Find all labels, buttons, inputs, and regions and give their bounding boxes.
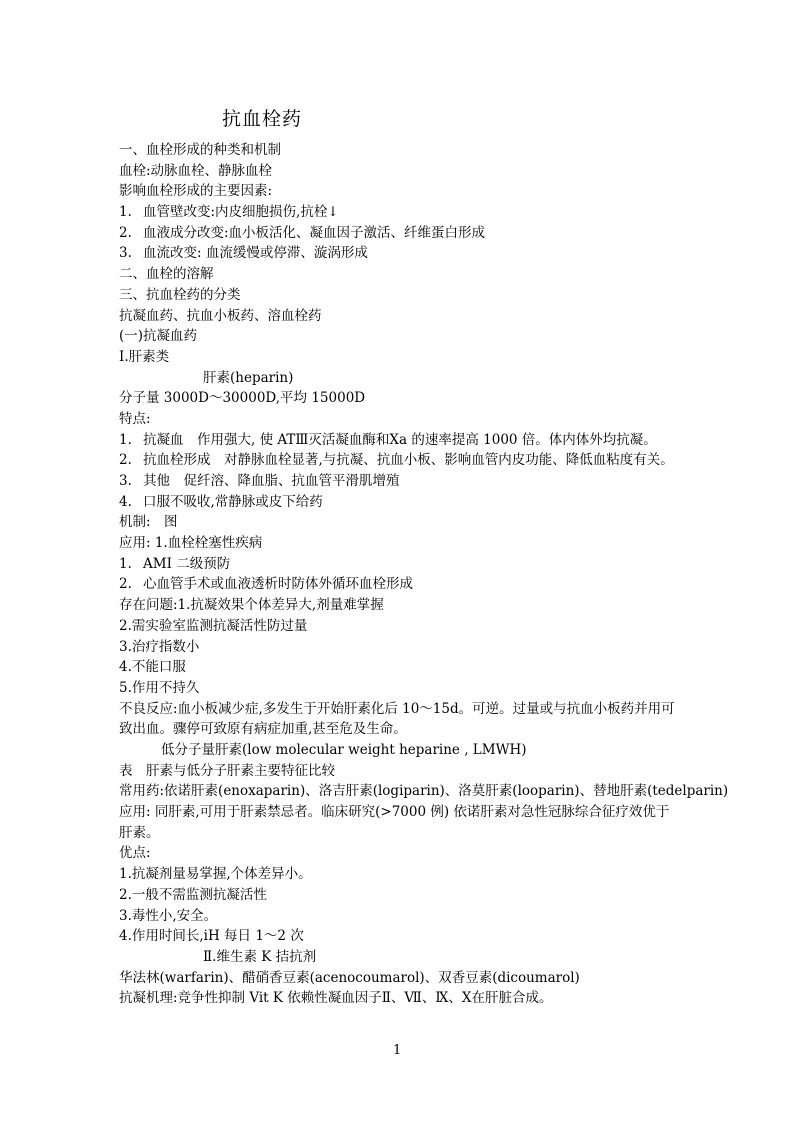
text-line: 常用药:依诺肝素(enoxaparin)、洛吉肝素(logiparin)、洛莫肝素(looparin)、替地肝素(tedelparin) [119, 783, 729, 800]
text-line: 优点: [119, 845, 151, 862]
text-line: 抗凝血药、抗血小板药、溶血栓药 [119, 307, 322, 324]
list-item [119, 471, 679, 492]
text-paragraph: 应用: 同肝素,可用于肝素禁忌者。临床研究(>7000 例) 依诺肝素对急性冠脉综合征疗效优于肝素。 [119, 804, 670, 841]
text-paragraph: 不良反应:血小板减少症,多发生于开始肝素化后 10～15d。可逆。过量或与抗血小板药并用可致出血。骤停可致原有病症加重,甚至危及生命。 [119, 700, 675, 738]
drug-heading-heparin: 肝素(heparin) [203, 369, 294, 386]
list-text: 血液成分改变:血小板活化、凝血因子激活、纤维蛋白形成 [143, 224, 486, 241]
text-line: 4.作用时间长,iH 每日 1～2 次 [119, 928, 304, 945]
list-number: 1. [119, 555, 132, 572]
list-text: 其他 促纤溶、降血脂、抗血管平滑肌增殖 [143, 473, 400, 489]
text-line: 应用: 1.血栓栓塞性疾病 [119, 535, 263, 552]
table-caption: 表 肝素与低分子肝素主要特征比较 [119, 762, 335, 779]
list-number: 2. [119, 452, 132, 469]
text-line: 特点: [119, 410, 151, 427]
list-item [119, 554, 679, 575]
list-number: 3. [119, 245, 132, 262]
list-text: 口服不吸收,常静脉或皮下给药 [143, 493, 323, 510]
drug-heading-lmwh: 低分子量肝素(low molecular weight heparine , LMWH) [161, 741, 527, 758]
list-text: AMI 二级预防 [143, 555, 231, 572]
list-number: 2. [119, 576, 132, 593]
list-number: 4. [119, 493, 132, 510]
text-line: 3.治疗指数小 [119, 638, 200, 655]
list-number: 3. [119, 473, 132, 489]
text-line: 3.毒性小,安全。 [119, 907, 218, 924]
text-line: 影响血栓形成的主要因素: [119, 183, 273, 200]
section-heading-1: 一、血栓形成的种类和机制 [119, 142, 281, 158]
page-number: 1 [393, 1043, 402, 1058]
list-item [119, 574, 679, 595]
text-line: 2.一般不需监测抗凝活性 [119, 886, 267, 903]
text-line: 机制: 图 [119, 514, 178, 531]
list-number: 2. [119, 224, 132, 241]
text-line: 4.不能口服 [119, 659, 186, 676]
document-title: 抗血栓药 [222, 108, 303, 130]
section-heading-2: 二、血栓的溶解 [119, 266, 214, 283]
list-number: 1. [119, 431, 132, 448]
text-line: 华法林(warfarin)、醋硝香豆素(acenocoumarol)、双香豆素(dicoumarol) [119, 969, 580, 986]
list-number: 1. [119, 204, 132, 221]
text-line: 存在问题:1.抗凝效果个体差异大,剂量难掌握 [119, 597, 384, 614]
subsection-heading: (一)抗凝血药 [119, 328, 198, 345]
text-line: 血栓:动脉血栓、静脉血栓 [119, 162, 273, 179]
document-body [119, 140, 729, 1009]
list-item [119, 450, 679, 471]
list-item [119, 202, 679, 223]
list-text: 血流改变: 血流缓慢或停滞、漩涡形成 [143, 245, 368, 262]
list-item [119, 430, 679, 451]
text-line: 分子量 3000D～30000D,平均 15000D [119, 390, 366, 407]
list-item [119, 243, 679, 264]
drug-heading-vitamin-k-antagonist: Ⅱ.维生素 K 拮抗剂 [203, 948, 317, 965]
list-item [119, 492, 679, 513]
text-line: 5.作用不持久 [119, 679, 200, 696]
text-line: 抗凝机理:竞争性抑制 Vit K 依赖性凝血因子Ⅱ、Ⅶ、Ⅸ、Ⅹ在肝脏合成。 [119, 990, 553, 1007]
list-text: 抗凝血 作用强大, 使 ATⅢ灭活凝血酶和Ⅹa 的速率提高 1000 倍。体内体外均抗凝。 [143, 431, 657, 448]
section-heading-3: 三、抗血栓药的分类 [119, 286, 241, 303]
list-item [119, 223, 679, 244]
text-line: 2.需实验室监测抗凝活性防过量 [119, 617, 308, 634]
list-text: 抗血栓形成 对静脉血栓显著,与抗凝、抗血小板、影响血管内皮功能、降低血粘度有关。 [143, 452, 674, 469]
subsection-heading: Ⅰ.肝素类 [119, 348, 170, 365]
list-text: 血管壁改变:内皮细胞损伤,抗栓↓ [143, 204, 339, 221]
text-line: 1.抗凝剂量易掌握,个体差异小。 [119, 866, 312, 883]
list-text: 心血管手术或血液透析时防体外循环血栓形成 [143, 576, 413, 593]
